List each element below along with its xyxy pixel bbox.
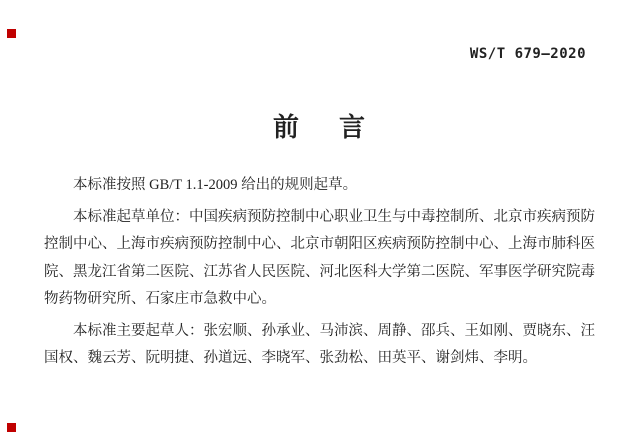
foreword-title [0, 112, 638, 144]
red-stamp-mark-bottom [7, 423, 16, 432]
red-stamp-mark-top [7, 29, 16, 38]
paragraph-drafting-organizations: 本标准起草单位：中国疾病预防控制中心职业卫生与中毒控制所、北京市疾病预防控制中心、上海市疾病预防控制中心、北京市朝阳区疾病预防控制中心、上海市肺科医院、黑龙江省第二医院、江苏省人民医院、河北医科大学第二医院、军事医学研究院毒物药物研究所、石家庄市急救中心。 [44, 208, 595, 307]
foreword-title-char-2: 言 [339, 113, 366, 143]
foreword-body [44, 172, 595, 377]
document-number: WS/T 679—2020 [469, 46, 586, 62]
paragraph-drafters: 本标准主要起草人：张宏顺、孙承业、马沛滨、周静、邵兵、王如刚、贾晓东、汪国权、魏云芳、阮明捷、孙道远、李晓军、张劲松、田英平、谢剑炜、李明。 [44, 322, 595, 366]
paragraph-drafting-rule: 本标准按照 GB/T 1.1-2009 给出的规则起草。 [73, 177, 358, 193]
foreword-title-char-1: 前 [272, 113, 299, 143]
